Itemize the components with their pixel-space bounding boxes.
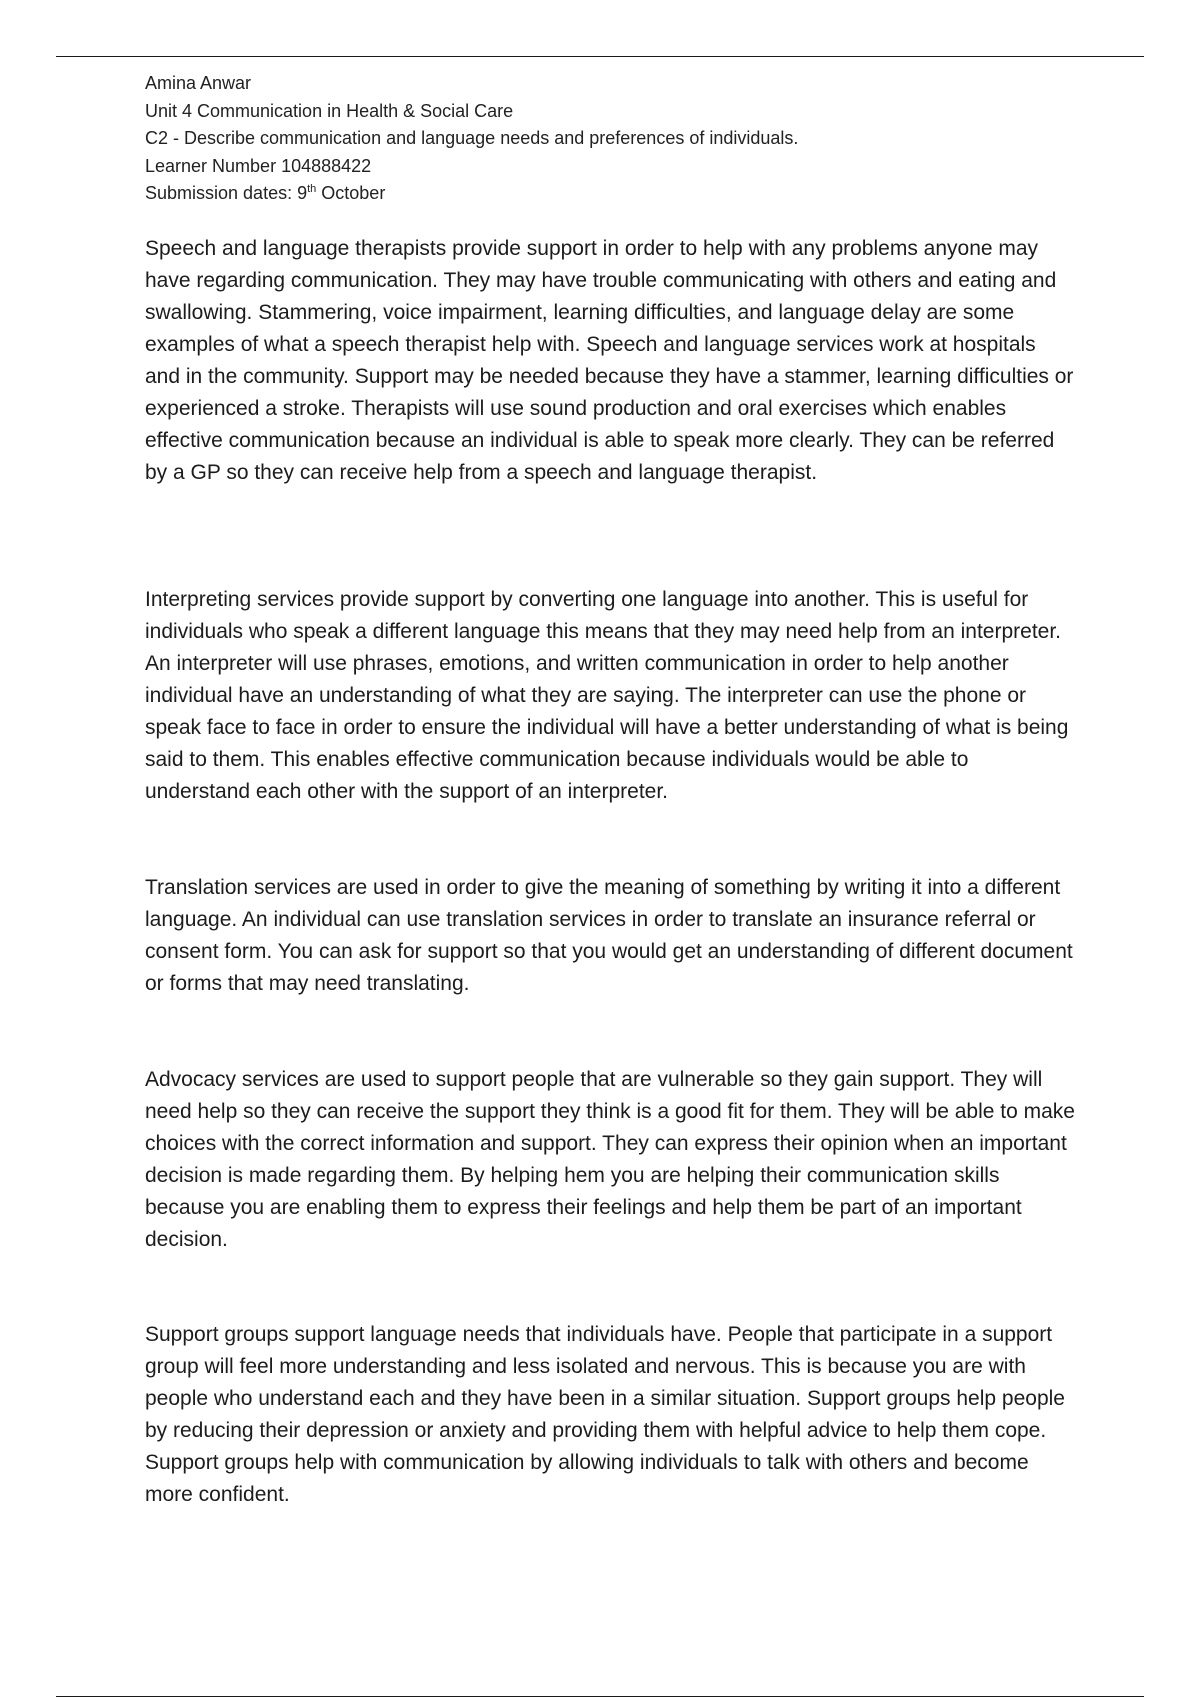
paragraph-speech-therapy: Speech and language therapists provide support in order to help with any problems anyone may have regarding communication. They may have trouble communicating with others and eating and swallowing. Stammering, voice impairment, learning difficulties, and language delay are some examples of what a speech therapist help with. Speech and language services work at hospitals and in the community. Support may be needed because they have a stammer, learning difficulties or experienced a stroke. Therapists will use sound production and oral exercises which enables effective communication because an individual is able to speak more clearly. They can be referred by a GP so they can receive help from a speech and language therapist. [145, 237, 1074, 484]
header-rule [56, 56, 1144, 57]
paragraph-support-groups: Support groups support language needs that individuals have. People that participate in a support group will feel more understanding and less isolated and nervous. This is because you are with people who understand each and they have been in a similar situation. Support groups help people by reducing their depression or anxiety and providing them with helpful advice to help them cope. Support groups help with communication by allowing individuals to talk with others and become more confident. [145, 1323, 1065, 1506]
submission-date [145, 180, 1065, 208]
criterion-title: C2 - Describe communication and language needs and preferences of individuals. [145, 128, 799, 148]
unit-title: Unit 4 Communication in Health & Social Care [145, 100, 514, 121]
submission-date-suffix: October [316, 183, 386, 203]
paragraph-translation-services: Translation services are used in order to give the meaning of something by writing it into a different language. An individual can use translation services in order to translate an insurance referral or consent form. You can ask for support so that you would get an understanding of different document or forms that may need translating. [145, 876, 1073, 995]
document-header [145, 70, 1065, 208]
submission-date-ordinal: th [307, 183, 317, 195]
paragraph-interpreting-services: Interpreting services provide support by converting one language into another. This is useful for individuals who speak a different language this means that they may need help from an interpreter. An interpreter will use phrases, emotions, and written communication in order to help another individual have an understanding of what they are saying. The interpreter can use the phone or speak face to face in order to ensure the individual will have a better understanding of what is being said to them. This enables effective communication because individuals would be able to understand each other with the support of an interpreter. [145, 588, 1069, 803]
footer-rule [56, 1696, 1144, 1697]
learner-number: Learner Number 104888422 [145, 155, 372, 176]
submission-date-prefix: Submission dates: 9 [145, 183, 308, 203]
author-name: Amina Anwar [145, 73, 252, 93]
paragraph-advocacy-services: Advocacy services are used to support people that are vulnerable so they gain support. They will need help so they can receive the support they think is a good fit for them. They will be able to make choices with the correct information and support. They can express their opinion when an important decision is made regarding them. By helping hem you are helping their communication skills because you are enabling them to express their feelings and help them be part of an important decision. [145, 1068, 1075, 1251]
